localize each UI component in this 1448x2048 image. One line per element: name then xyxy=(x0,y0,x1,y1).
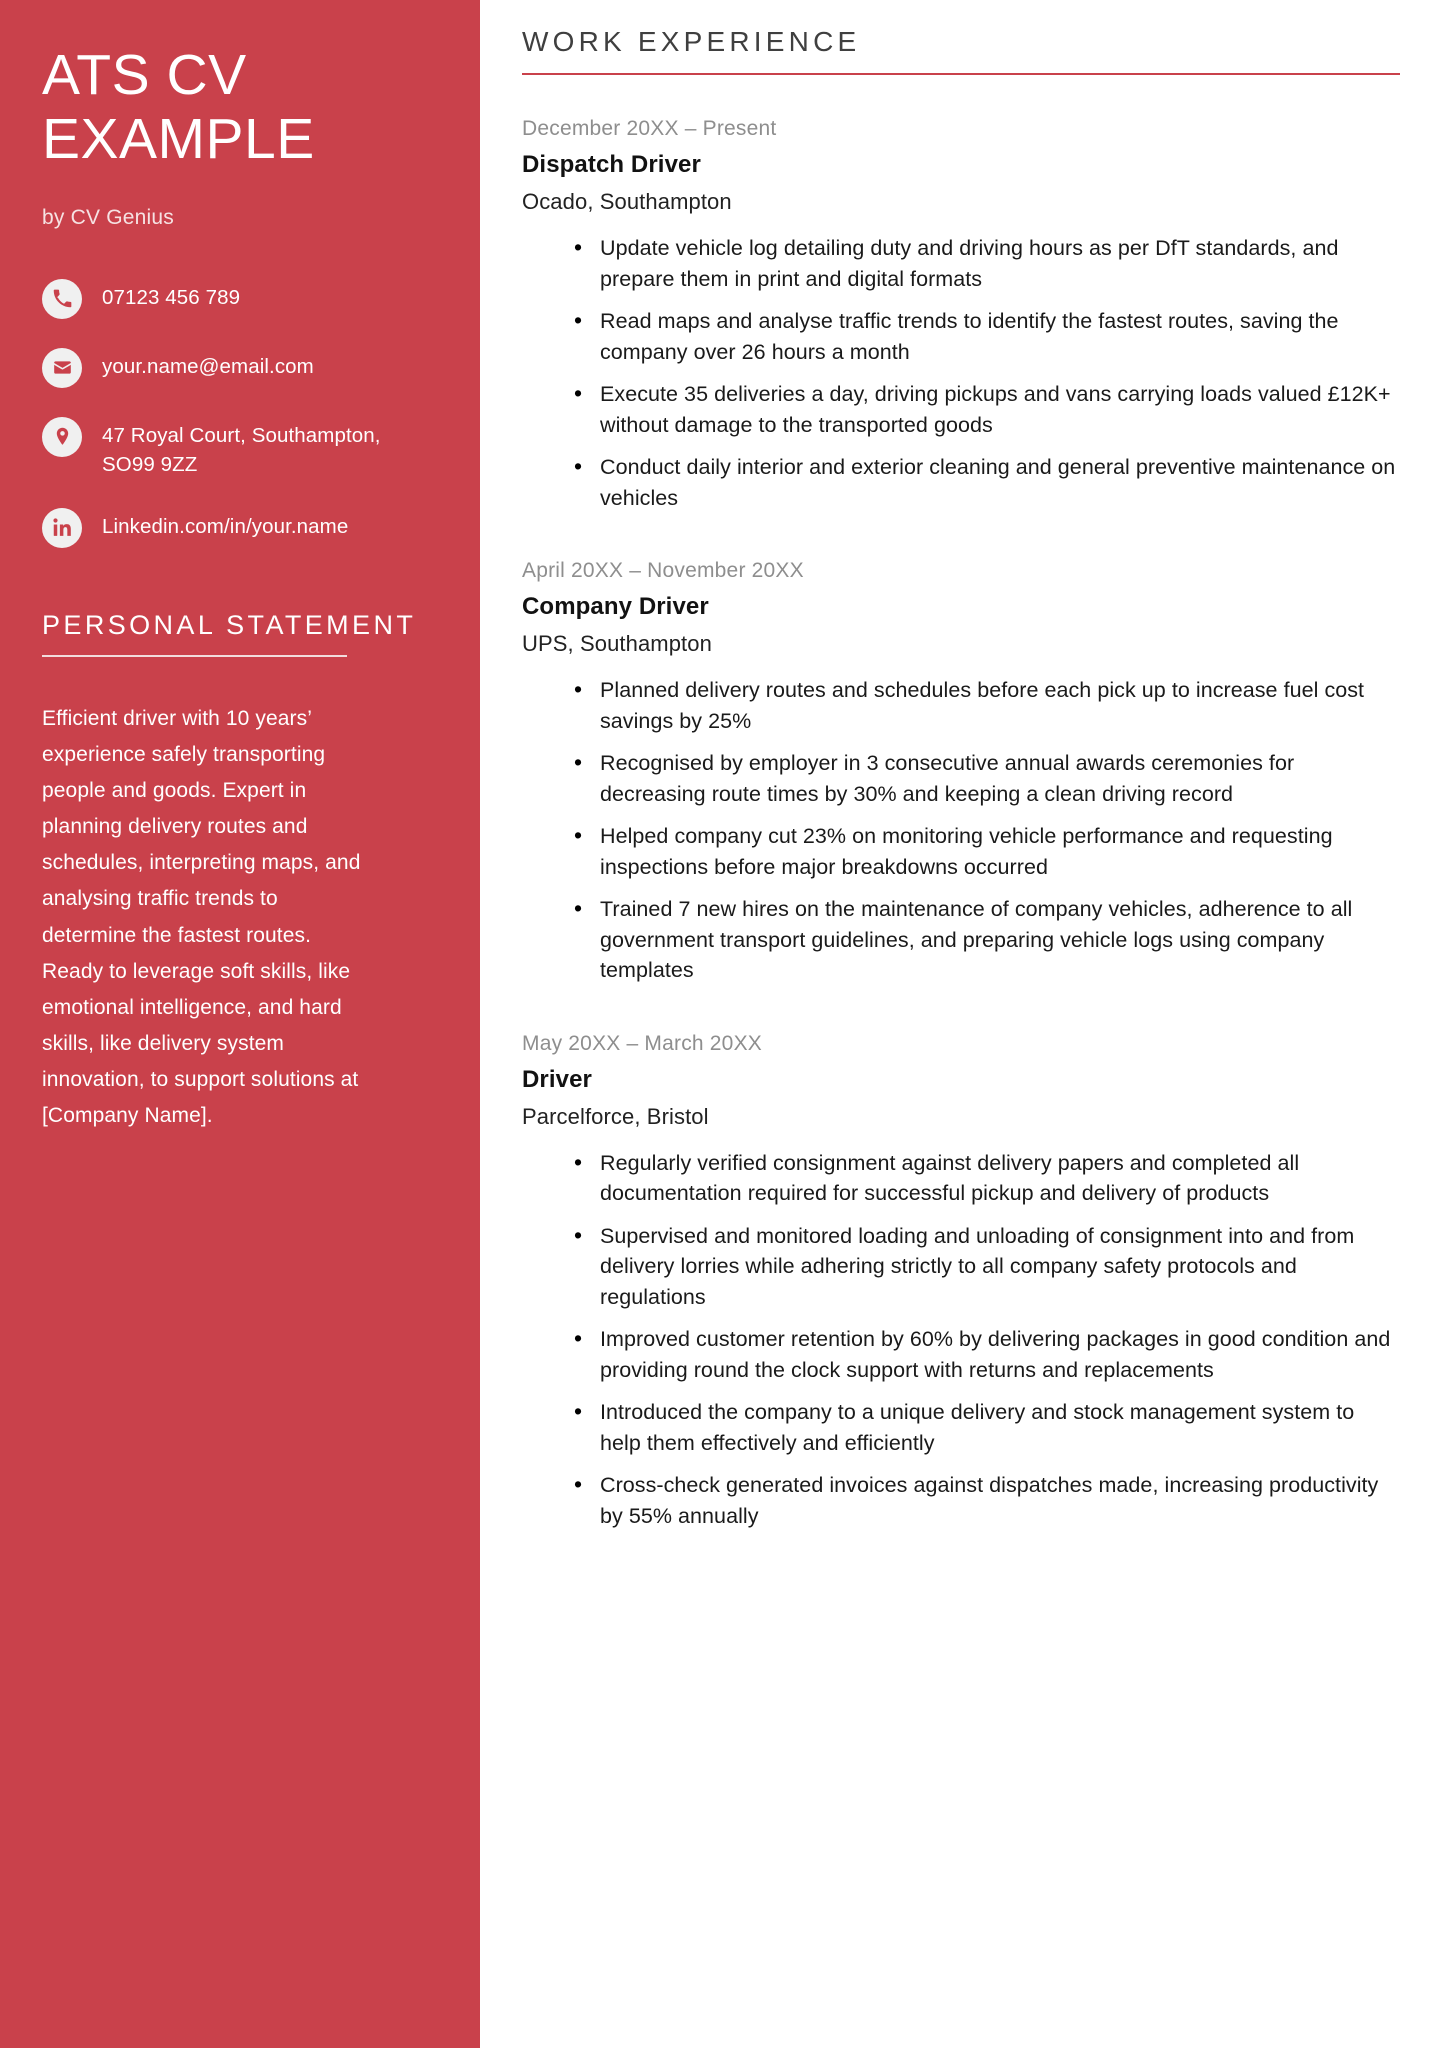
job-company: UPS, Southampton xyxy=(522,631,712,657)
job-title: Driver xyxy=(522,1065,592,1093)
personal-statement-heading: PERSONAL STATEMENT xyxy=(42,609,417,640)
location-pin-icon xyxy=(42,417,82,457)
job-bullet-list xyxy=(522,1148,1400,1532)
phone-icon xyxy=(42,279,82,319)
phone-number: 07123 456 789 xyxy=(102,285,241,309)
cv-title: ATS CV EXAMPLE xyxy=(42,43,315,171)
job-bullet: • Helped company cut 23% on monitoring vehicle performance and requesting inspections before major breakdowns occurred xyxy=(574,821,1400,882)
job-bullet: • Introduced the company to a unique delivery and stock management system to help them effectively and efficiently xyxy=(574,1397,1400,1458)
job-entry xyxy=(522,117,1400,513)
work-experience-heading: WORK EXPERIENCE xyxy=(522,26,861,57)
job-title: Dispatch Driver xyxy=(522,151,701,178)
sidebar xyxy=(0,0,480,2048)
job-dates: December 20XX – Present xyxy=(522,117,777,140)
cv-byline: by CV Genius xyxy=(42,205,174,229)
email-address: your.name@email.com xyxy=(102,354,314,378)
job-dates: May 20XX – March 20XX xyxy=(522,1031,762,1055)
job-bullet-list xyxy=(522,233,1400,513)
work-experience-divider xyxy=(522,73,1400,75)
job-bullet: • Planned delivery routes and schedules before each pick up to increase fuel cost savings by 25% xyxy=(574,675,1400,736)
job-bullet: • Regularly verified consignment against delivery papers and completed all documentation required for successful pickup and delivery of products xyxy=(574,1148,1400,1209)
job-dates: April 20XX – November 20XX xyxy=(522,559,804,583)
contact-item-address[interactable] xyxy=(42,416,436,479)
job-bullet: • Trained 7 new hires on the maintenance of company vehicles, adherence to all government transport guidelines, and preparing vehicle logs using company templates xyxy=(574,894,1400,986)
job-company: Parcelforce, Bristol xyxy=(522,1103,709,1129)
email-icon xyxy=(42,348,82,388)
job-company: Ocado, Southampton xyxy=(522,189,732,214)
personal-statement-divider xyxy=(42,655,347,657)
job-entry xyxy=(522,559,1400,986)
job-bullet: • Improved customer retention by 60% by delivering packages in good condition and providing round the clock support with returns and replacements xyxy=(574,1324,1400,1385)
job-bullet-list xyxy=(522,675,1400,986)
linkedin-icon xyxy=(42,508,82,548)
job-bullet: • Execute 35 deliveries a day, driving pickups and vans carrying loads valued £12K+ without damage to the transported goods xyxy=(574,379,1400,440)
job-title: Company Driver xyxy=(522,593,709,621)
contact-item-linkedin[interactable] xyxy=(42,507,436,548)
work-experience-section xyxy=(480,0,1448,2048)
job-bullet: • Update vehicle log detailing duty and driving hours as per DfT standards, and prepare them in print and digital formats xyxy=(574,233,1400,294)
postal-address: 47 Royal Court, Southampton, SO99 9ZZ xyxy=(102,423,381,476)
contact-list xyxy=(42,278,436,548)
job-bullet: • Recognised by employer in 3 consecutive annual awards ceremonies for decreasing route times by 30% and keeping a clean driving record xyxy=(574,748,1400,809)
job-bullet: • Conduct daily interior and exterior cleaning and general preventive maintenance on vehicles xyxy=(574,452,1400,513)
job-bullet: • Read maps and analyse traffic trends to identify the fastest routes, saving the company over 26 hours a month xyxy=(574,306,1400,367)
job-bullet: • Cross-check generated invoices against dispatches made, increasing productivity by 55% annually xyxy=(574,1470,1400,1531)
contact-item-phone[interactable] xyxy=(42,278,436,319)
linkedin-url: Linkedin.com/in/your.name xyxy=(102,514,349,538)
job-entry xyxy=(522,1032,1400,1532)
contact-item-email[interactable] xyxy=(42,347,436,388)
personal-statement-body: Efficient driver with 10 years’ experience safely transporting people and goods. Expert in planning delivery routes and schedules, interpreting maps, and analysing traffic trends to determine the fastest routes. Ready to leverage soft skills, like emotional intelligence, and hard skills, like delivery system innovation, to support solutions at [Company Name]. xyxy=(42,706,361,1128)
job-bullet: • Supervised and monitored loading and unloading of consignment into and from delivery lorries while adhering strictly to all company safety protocols and regulations xyxy=(574,1221,1400,1313)
